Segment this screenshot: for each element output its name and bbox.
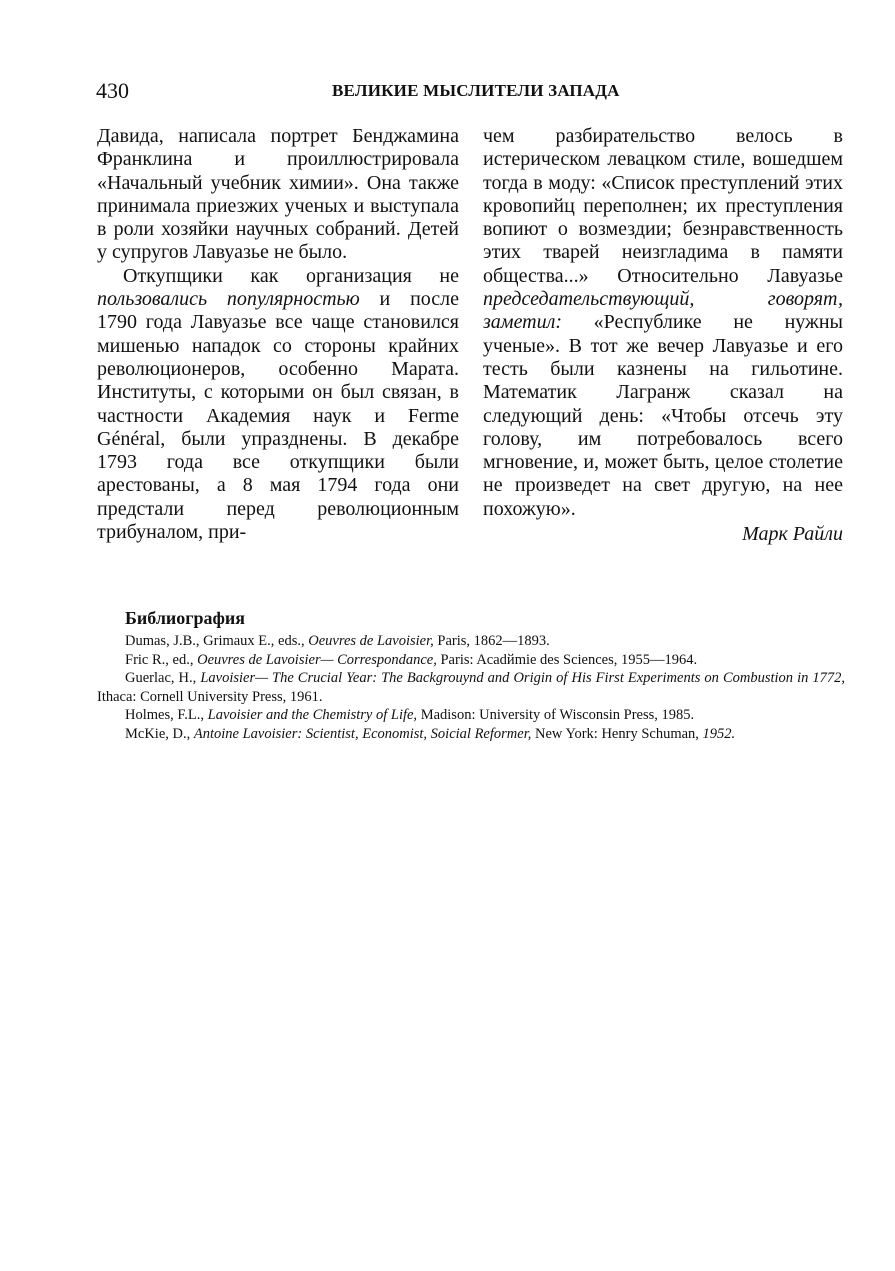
- text-span: чем разбирательство велось в истерическом левацком стиле, вошедшем тогда в моду: «Список преступлений этих кровопийц переполнен; их преступления вопиют о возмездии; безнравственность этих тварей неизгладима в памяти общества...» Относительно Лавуазье: [483, 125, 843, 287]
- entry-title: Oeuvres de Lavoisier,: [308, 633, 434, 649]
- entry-year: 1952.: [702, 725, 736, 742]
- bibliography-heading: Библиография: [125, 608, 246, 628]
- running-title: ВЕЛИКИЕ МЫСЛИТЕЛИ ЗАПАДА: [332, 81, 620, 100]
- bibliography-entry: [97, 632, 845, 651]
- entry-author: Holmes, F.L.,: [125, 707, 208, 723]
- italic-text: председательствующий, говорят, заметил:: [483, 288, 843, 334]
- bibliography-entry: [97, 706, 845, 725]
- entry-publisher: Madison: University of Wisconsin Press, 1985.: [417, 707, 695, 723]
- entry-title: Lavoisier— The Crucial Year: The Backgrouynd and Origin of His First Experiments on Combustion in 1772,: [200, 670, 846, 686]
- entry-author: McKie, D.,: [125, 725, 194, 742]
- page-number: 430: [96, 78, 129, 103]
- entry-title: Antoine Lavoisier: Scientist, Economist, Soicial Reformer,: [193, 725, 532, 742]
- paragraph: [483, 125, 843, 521]
- entry-author: Guerlac, H.,: [125, 670, 201, 686]
- entry-publisher: Paris, 1862—1893.: [433, 633, 550, 649]
- entry-author: Dumas, J.B., Grimaux E., eds.,: [125, 633, 309, 649]
- bibliography-entry: [97, 725, 845, 744]
- left-column: [97, 125, 459, 544]
- text-span: Откупщики как организация не: [123, 264, 459, 287]
- text-span: и после 1790 года Лавуазье все чаще становился мишенью нападок со стороны крайних революционеров, особенно Марата. Институты, с которыми он был связан, в частности Академия наук и Ferme Général, были упразднены. В декабре 1793 года все откупщики были арестованы, а 8 мая 1794 года они предстали перед революционным трибуналом, при-: [97, 288, 459, 544]
- entry-publisher: Paris: Acadйmie des Sciences, 1955—1964.: [436, 651, 698, 668]
- bibliography-entry: [97, 669, 845, 706]
- paragraph: Давида, написала портрет Бенджамина Франклина и проиллюстрировала «Начальный учебник химии». Она также принимала приезжих ученых и выступала в роли хозяйки научных собраний. Детей у супругов Лавуазье не было.: [97, 125, 459, 264]
- entry-title: Lavoisier and the Chemistry of Life,: [207, 707, 418, 723]
- italic-text: пользовались популярностью: [97, 288, 360, 311]
- text-span: «Республике не нужны ученые». В тот же вечер Лавуазье и его тесть были казнены на гильотине. Математик Лагранж сказал на следующий день: «Чтобы отсечь эту голову, им потребовалось всего мгновение, и, может быть, целое столетие не произведет на свет другую, на нее похожую».: [483, 311, 843, 520]
- paragraph: [97, 265, 459, 545]
- entry-author: Fric R., ed.,: [125, 651, 198, 668]
- author-signature: Марк Райли: [742, 523, 843, 546]
- entry-publisher: Ithaca: Cornell University Press, 1961.: [97, 688, 323, 705]
- entry-publisher: New York: Henry Schuman,: [531, 725, 703, 742]
- entry-title: Oeuvres de Lavoisier— Correspondance,: [197, 651, 437, 668]
- right-column: [483, 125, 843, 546]
- bibliography-entry: [97, 651, 845, 670]
- bibliography: [97, 608, 845, 743]
